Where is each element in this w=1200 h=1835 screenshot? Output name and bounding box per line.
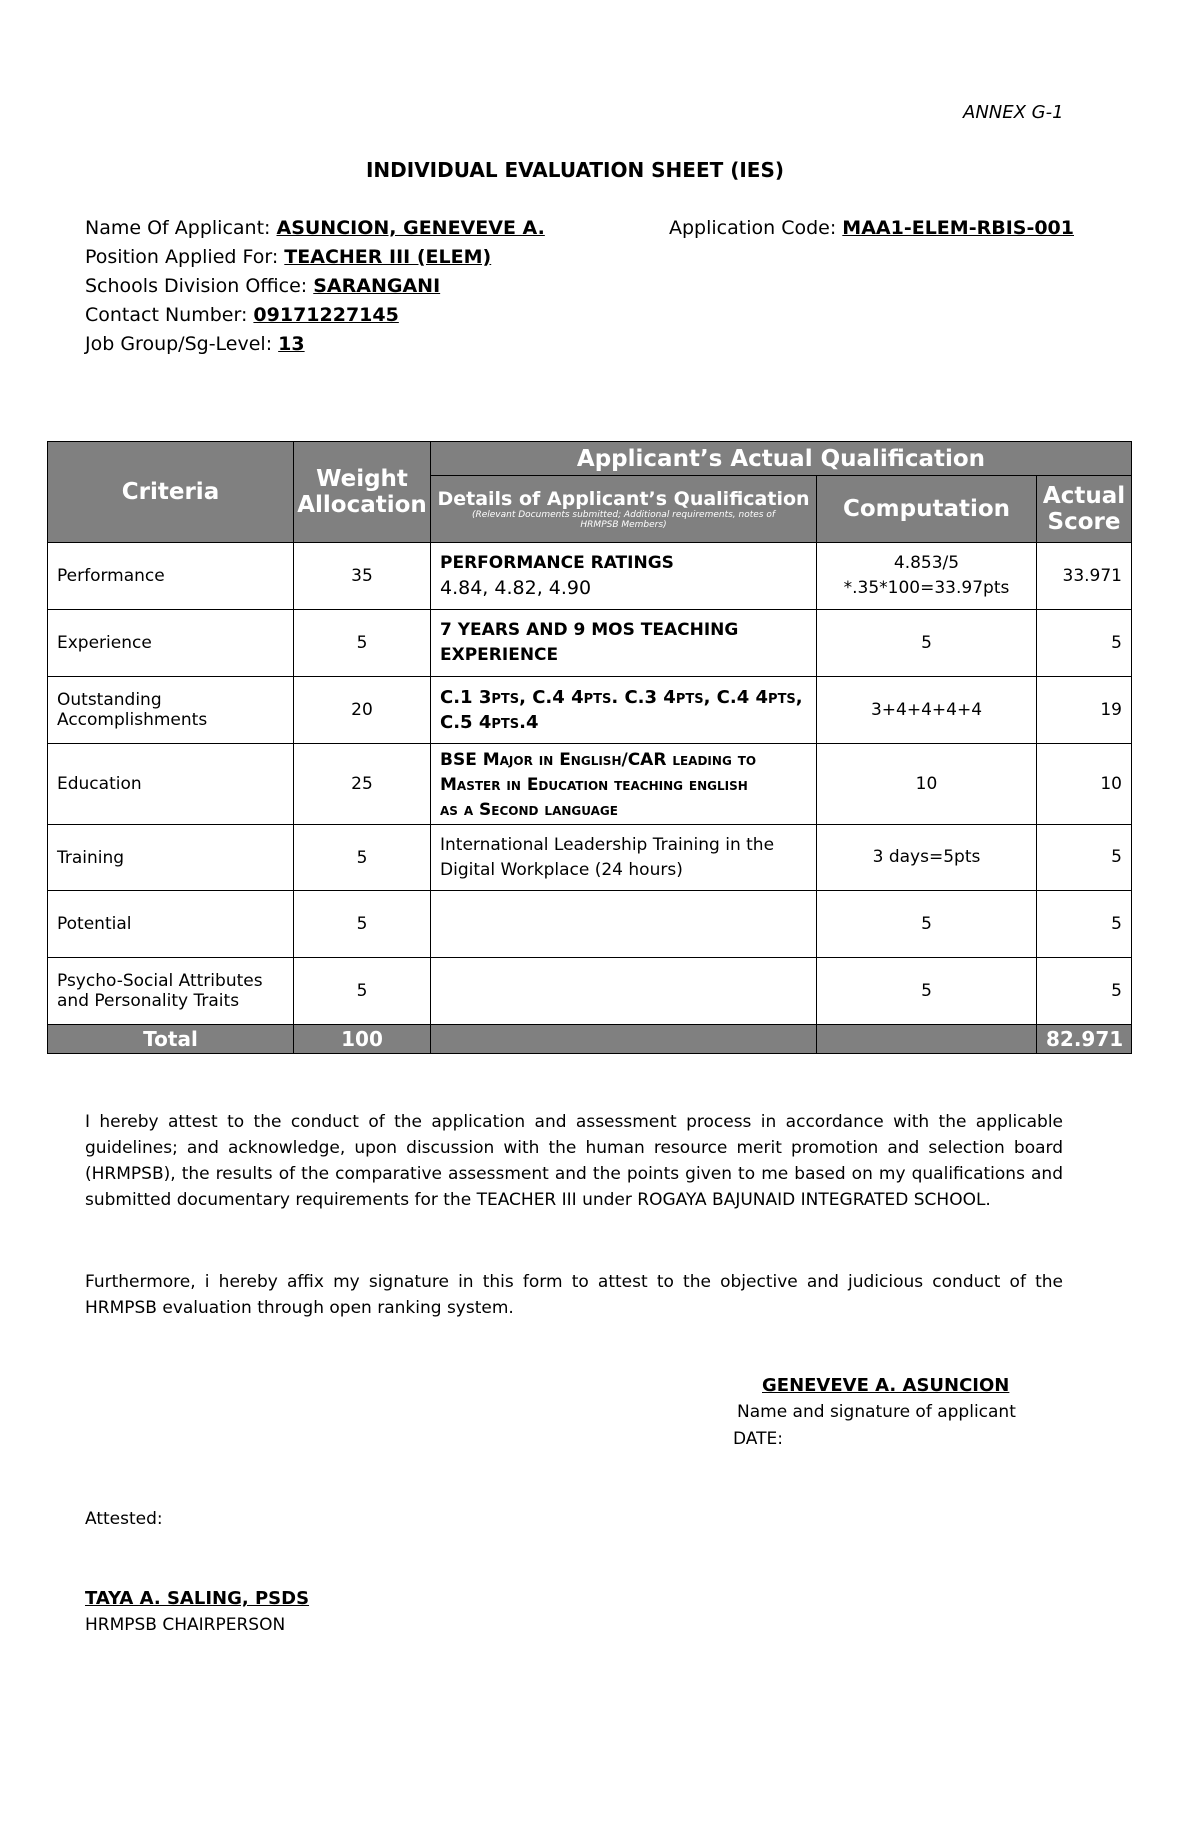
- table-row: [48, 958, 1132, 1025]
- position-row: [85, 243, 545, 272]
- details-line: BSE Major in English/CAR leading to: [440, 750, 757, 770]
- contact-label: Contact Number:: [85, 304, 248, 326]
- code-label: Application Code:: [669, 217, 837, 239]
- page-title: INDIVIDUAL EVALUATION SHEET (IES): [365, 158, 785, 182]
- chairperson-name: TAYA A. SALING, PSDS: [85, 1588, 310, 1609]
- score-cell: 33.971: [1037, 543, 1132, 610]
- details-header-title: Details of Applicant’s Qualification: [437, 488, 810, 510]
- criteria-line: Outstanding: [57, 690, 162, 710]
- details-line: 7 YEARS AND 9 MOS TEACHING: [440, 620, 739, 640]
- attested-label: Attested:: [85, 1509, 163, 1529]
- criteria-cell: [48, 958, 294, 1025]
- total-weight: 100: [294, 1025, 431, 1054]
- details-line: Master in Education teaching english: [440, 775, 748, 795]
- evaluation-table: [47, 441, 1132, 1054]
- weight-cell: 5: [294, 825, 431, 891]
- score-cell: 19: [1037, 677, 1132, 744]
- criteria-line: Psycho-Social Attributes: [57, 971, 263, 991]
- attestation-position: TEACHER III: [476, 1190, 577, 1210]
- details-line: C.1 3pts, C.4 4pts. C.3 4pts, C.4 4pts,: [440, 687, 803, 708]
- annex-label: ANNEX G-1: [963, 102, 1064, 123]
- name-label: Name Of Applicant:: [85, 217, 271, 239]
- computation-cell: 5: [817, 891, 1037, 958]
- score-cell: 10: [1037, 744, 1132, 825]
- details-cell: [431, 958, 817, 1025]
- total-row: [48, 1025, 1132, 1054]
- details-line: 4.84, 4.82, 4.90: [440, 577, 592, 599]
- table-row: [48, 744, 1132, 825]
- computation-cell: [817, 543, 1037, 610]
- applicant-signature-caption: Name and signature of applicant: [737, 1402, 1016, 1422]
- weight-cell: 25: [294, 744, 431, 825]
- job-label: Job Group/Sg-Level:: [85, 333, 273, 355]
- details-header: [431, 476, 817, 543]
- table-row: [48, 891, 1132, 958]
- position-value: TEACHER III (ELEM): [284, 246, 492, 268]
- division-label: Schools Division Office:: [85, 275, 308, 297]
- weight-cell: 5: [294, 610, 431, 677]
- details-header-note-2: HRMPSB Members): [580, 520, 667, 530]
- criteria-line: and Personality Traits: [57, 991, 240, 1011]
- criteria-cell: Potential: [48, 891, 294, 958]
- contact-row: [85, 301, 545, 330]
- score-cell: 5: [1037, 891, 1132, 958]
- score-cell: 5: [1037, 958, 1132, 1025]
- details-header-note: (Relevant Documents submitted; Additional requirements, notes of: [471, 510, 776, 520]
- details-cell: [431, 543, 817, 610]
- job-row: [85, 330, 545, 359]
- computation-cell: 5: [817, 958, 1037, 1025]
- computation-line: *.35*100=33.97pts: [843, 578, 1010, 598]
- attestation-text-c: under ROGAYA BAJUNAID INTEGRATED SCHOOL.: [582, 1190, 991, 1210]
- criteria-cell: Training: [48, 825, 294, 891]
- details-line: as a Second language: [440, 800, 618, 820]
- computation-cell: 3+4+4+4+4: [817, 677, 1037, 744]
- weight-cell: 5: [294, 891, 431, 958]
- criteria-header: Criteria: [48, 442, 294, 543]
- details-line: C.5 4pts.4: [440, 712, 539, 733]
- computation-cell: 3 days=5pts: [817, 825, 1037, 891]
- computation-cell: 10: [817, 744, 1037, 825]
- table-row: [48, 543, 1132, 610]
- weight-header: Weight Allocation: [294, 442, 431, 543]
- division-value: SARANGANI: [313, 275, 441, 297]
- criteria-line: Accomplishments: [57, 710, 208, 730]
- applicant-name: ASUNCION, GENEVEVE A.: [276, 217, 545, 239]
- details-cell: [431, 677, 817, 744]
- applicant-signature-name: GENEVEVE A. ASUNCION: [762, 1375, 1010, 1396]
- details-line: International Leadership Training in the: [440, 834, 775, 855]
- weight-cell: 20: [294, 677, 431, 744]
- details-cell: [431, 891, 817, 958]
- job-value: 13: [278, 333, 305, 355]
- table-row: [48, 677, 1132, 744]
- criteria-cell: Education: [48, 744, 294, 825]
- score-cell: 5: [1037, 825, 1132, 891]
- name-row: [85, 214, 545, 243]
- total-details-cell: [431, 1025, 817, 1054]
- actual-score-header: Actual Score: [1037, 476, 1132, 543]
- attestation-text-a: I hereby attest to the conduct of the application and assessment process in accordance with the applicable guidelines; and acknowledge, upon discussion with the human resource merit promotion and selection board (HRMPSB), the results of the comparative assessment and the points given to me based on my qualifications and submitted documentary requirements for the: [85, 1112, 1063, 1210]
- criteria-cell: Performance: [48, 543, 294, 610]
- application-code: MAA1-ELEM-RBIS-001: [842, 217, 1074, 239]
- details-line: PERFORMANCE RATINGS: [440, 553, 674, 573]
- weight-cell: 35: [294, 543, 431, 610]
- application-code-row: [669, 214, 1074, 243]
- applicant-info: [85, 214, 545, 359]
- furthermore-paragraph: Furthermore, i hereby affix my signature in this form to attest to the objective and judicious conduct of the HRMPSB evaluation through open ranking system.: [85, 1272, 1063, 1318]
- total-label: Total: [48, 1025, 294, 1054]
- computation-cell: 5: [817, 610, 1037, 677]
- chairperson-title: HRMPSB CHAIRPERSON: [85, 1615, 286, 1635]
- table-row: [48, 825, 1132, 891]
- criteria-cell: [48, 677, 294, 744]
- attestation-paragraph: [85, 1109, 1063, 1213]
- details-cell: [431, 610, 817, 677]
- date-label: DATE:: [733, 1429, 783, 1449]
- criteria-cell: Experience: [48, 610, 294, 677]
- total-computation-cell: [817, 1025, 1037, 1054]
- position-label: Position Applied For:: [85, 246, 279, 268]
- computation-line: 4.853/5: [893, 553, 960, 573]
- weight-cell: 5: [294, 958, 431, 1025]
- division-row: [85, 272, 545, 301]
- details-line: Digital Workplace (24 hours): [440, 859, 683, 880]
- total-score: 82.971: [1037, 1025, 1132, 1054]
- contact-value: 09171227145: [253, 304, 399, 326]
- details-cell: [431, 744, 817, 825]
- details-line: EXPERIENCE: [440, 645, 559, 665]
- details-cell: [431, 825, 817, 891]
- computation-header: Computation: [817, 476, 1037, 543]
- actual-qualification-header: Applicant’s Actual Qualification: [431, 442, 1132, 476]
- score-cell: 5: [1037, 610, 1132, 677]
- table-row: [48, 610, 1132, 677]
